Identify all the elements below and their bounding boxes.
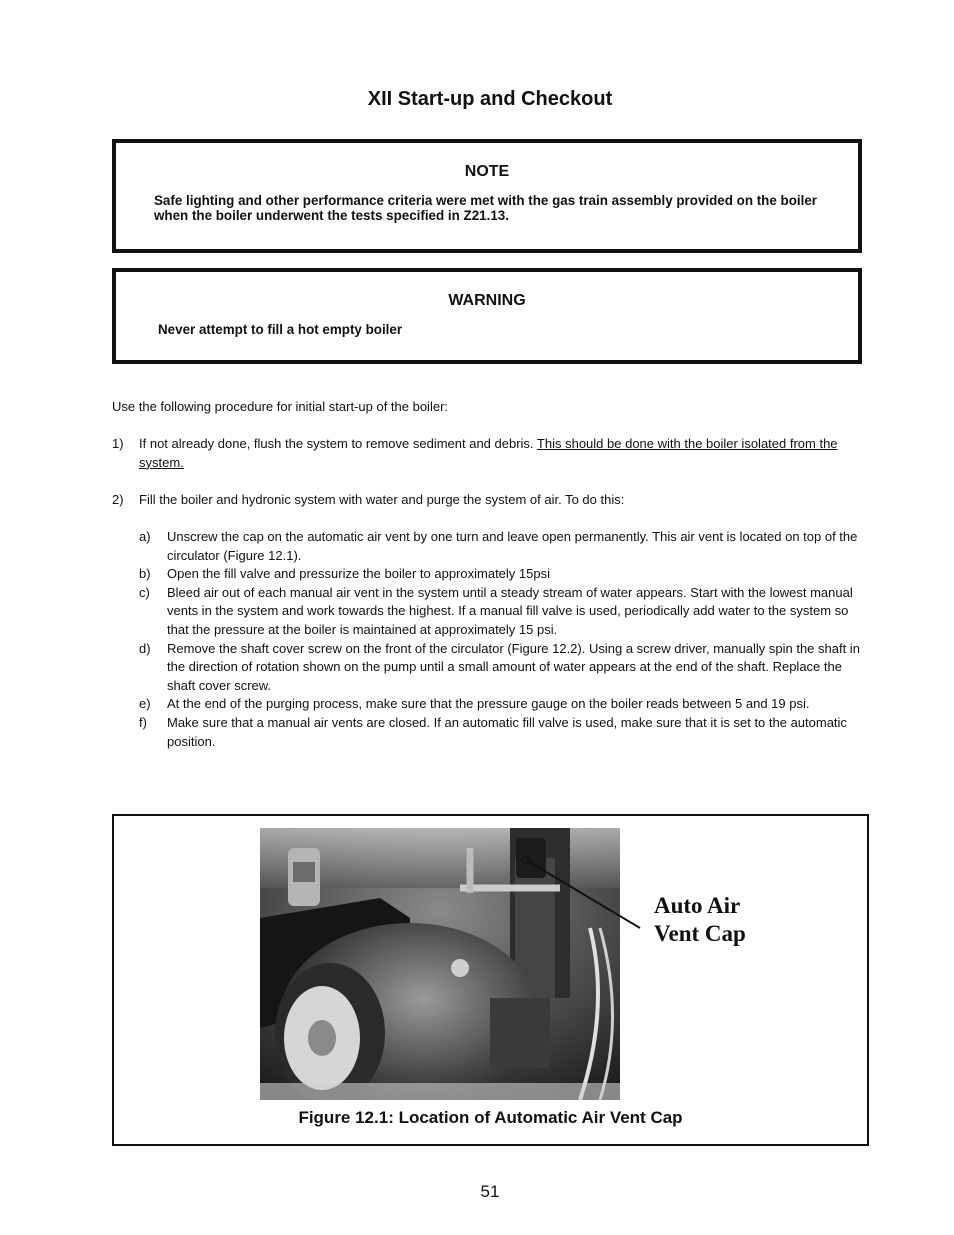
note-heading: NOTE [464, 163, 510, 180]
step-text-plain: If not already done, flush the system to remove sediment and debris. [139, 436, 537, 451]
substep-letter: d) [139, 640, 151, 656]
substep-letter: e) [139, 696, 151, 712]
warning-box [112, 268, 862, 364]
step-number: 1) [112, 436, 124, 451]
figure-box [112, 814, 869, 1146]
substep-text: Remove the shaft cover screw on the front of the circulator (Figure 12.2). Using a screw driver, manually spin the shaft in the direction of rotation shown on the pump until a small amount of water appears at the end of the shaft. Replace the shaft cover screw. [167, 640, 860, 693]
substep-letter: a) [139, 529, 151, 544]
page-title: XII Start-up and Checkout [367, 88, 613, 110]
step-text [139, 435, 870, 472]
figure-caption: Figure 12.1: Location of Automatic Air Vent Cap [298, 1108, 683, 1127]
substep-text: Bleed air out of each manual air vent in the system until a steady stream of water appears. Start with the lowest manual vents in the system and work towards the highest. If a manual fill valve is used, periodically add water to the system so that the pressure at the boiler is maintained at approximately 15 psi. [167, 584, 853, 637]
substep-text: Unscrew the cap on the automatic air vent by one turn and leave open permanently. This air vent is located on top of the circulator (Figure 12.1). [167, 529, 858, 563]
substep-text: At the end of the purging process, make sure that the pressure gauge on the boiler reads between 5 and 19 psi. [167, 696, 810, 712]
page-number: 51 [480, 1182, 500, 1201]
substep-item [139, 714, 870, 751]
procedure-step [112, 435, 870, 472]
callout-leader-line [514, 846, 654, 936]
substep-text: Open the fill valve and pressurize the boiler to approximately 15psi [167, 566, 550, 582]
step-text-underlined: This should be done with the boiler isolated from the system. [139, 436, 838, 470]
step-number: 2) [112, 492, 124, 507]
note-box [112, 139, 862, 253]
note-text: Safe lighting and other performance criteria were met with the gas train assembly provided on the boiler when the boiler underwent the tests specified in Z21.13. [154, 193, 817, 223]
substep-text: Make sure that a manual air vents are closed. If an automatic fill valve is used, make sure that it is set to the automatic position. [167, 714, 847, 749]
substep-letter: c) [139, 584, 150, 600]
substep-item [139, 565, 870, 584]
procedure-step [112, 491, 870, 510]
callout-line-1: Auto Air [654, 893, 741, 918]
callout-line-2: Vent Cap [654, 921, 746, 946]
warning-text: Never attempt to fill a hot empty boiler [158, 322, 403, 337]
callout-label [654, 892, 746, 948]
warning-heading: WARNING [448, 292, 526, 309]
substep-letter: f) [139, 714, 147, 730]
substep-list [139, 528, 870, 751]
substep-letter: b) [139, 566, 151, 582]
substep-item [139, 695, 870, 714]
substep-item [139, 584, 870, 640]
intro-text: Use the following procedure for initial start-up of the boiler: [112, 399, 449, 414]
step-text: Fill the boiler and hydronic system with water and purge the system of air. To do this: [139, 492, 625, 507]
substep-item [139, 528, 870, 565]
substep-item [139, 640, 870, 696]
